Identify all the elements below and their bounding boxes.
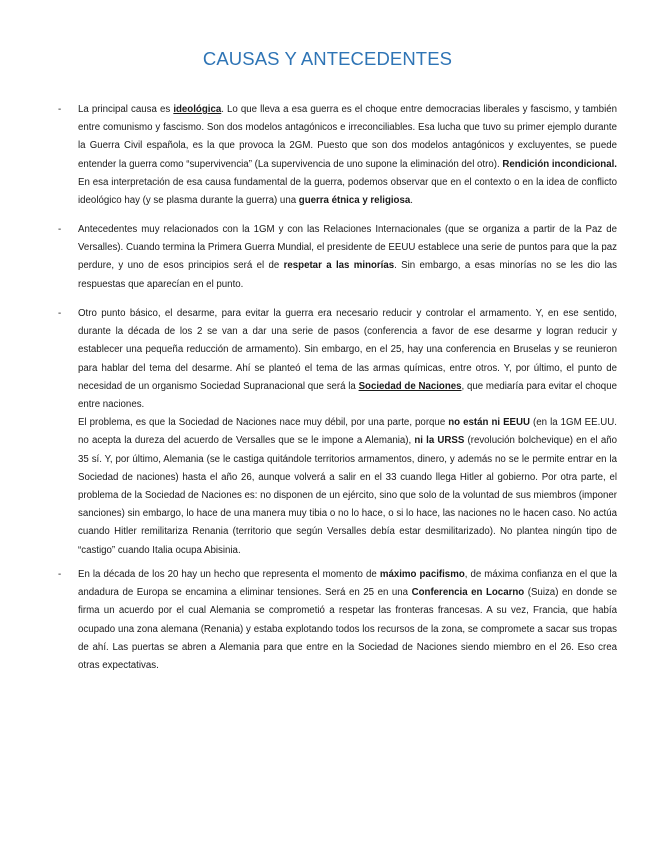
text-run: (en la 1GM EE.UU. no acepta la dureza del acuerdo de Versalles que se le impone a Alemania), <box>78 417 617 447</box>
text-run: Otro punto básico, el desarme, para evitar la guerra era necesario reducir y controlar el armamento. Y, en ese sentido, durante la década de los 2 se van a dar una serie de pasos (conferencia a favor de ese desarme y logran reducir y establecer una pequeña reducción de armamento). Sin embargo, en el 25, hay una conferencia en Bruselas y se reunieron para hablar del tema del desarme. Ahí se planteó el tema de las armas químicas, entre otros. Y, por último, el punto de necesidad de un organismo Sociedad Supranacional que será la <box>78 308 617 392</box>
bullet-item-1gm-antecedents <box>78 221 617 294</box>
text-run: La principal causa es <box>78 104 174 115</box>
text-run: En la década de los 20 hay un hecho que representa el momento de <box>78 569 380 580</box>
text-run: (Suiza) en donde se firma un acuerdo por el cual Alemania se comprometió a respetar las fronteras francesas. A su vez, Francia, que había ocupado una zona alemana (Renania) y estaba explotando todos los recursos de la zona, se compromete a sacar sus tropas de ahí. Las puertas se abren a Alemania para que entre en la Sociedad de Naciones siendo miembro en el 26. Eso crea otras expectativas. <box>78 587 617 672</box>
paragraph <box>78 566 617 675</box>
bullet-item-ideological-cause <box>78 101 617 210</box>
bold-text: respetar a las minorías <box>283 260 395 272</box>
text-run: . Lo que lleva a esa guerra es el choque entre democracias liberales y fascismo, y también entre comunismo y fascismo. Son dos modelos antagónicos e irreconciliables. Esa lucha que tuvo su primer ejemplo durante la Guerra Civil española, es la que provoca la 2GM. Puesto que son dos modelos antagónicos y excluyentes, se puede entender la guerra como “supervivencia” (La supervivencia de uno supone la eliminación del otro). <box>78 104 617 170</box>
text-run: (revolución bolchevique) en el año 35 sí. Y, por último, Alemania (se le castiga quitándole territorios armamentos, dinero, y además no se le permite entrar en la Sociedad de naciones) hasta el año 26, aunque volverá a salir en el 33 cuando llega Hitler al gobierno. Por otra parte, el problema de la Sociedad de Naciones es: no disponen de un ejército, sino que solo de la voluntad de sus miembros (imponer sanciones) sin embargo, lo hace de una manera muy tibia o no lo hace, o si lo hace, las naciones no le hacen caso. No actúa cuando Hitler remilitariza Renania (territorio que según Versalles debía estar desmilitarizado). No plantea ningún tipo de “castigo” cuando Italia ocupa Abisinia. <box>78 435 617 556</box>
bold-text: máximo pacifismo <box>379 569 465 580</box>
bullet-item-locarno <box>78 566 617 675</box>
bold-text: Sociedad de Naciones <box>358 380 462 392</box>
bold-text: Conferencia en Locarno <box>411 587 525 599</box>
bold-text: no están ni EEUU <box>448 417 531 429</box>
paragraph <box>78 305 617 414</box>
bold-text: ni la URSS <box>414 435 465 447</box>
bold-text: ideológica <box>173 104 222 115</box>
text-run: . <box>410 195 413 207</box>
paragraph <box>78 101 617 210</box>
bold-text: Rendición incondicional. <box>502 158 617 170</box>
text-run: Antecedentes muy relacionados con la 1GM y con las Relaciones Internacionales (que se organiza a partir de la Paz de Versalles). Cuando termina la Primera Guerra Mundial, el presidente de EEUU establece una serie de puntos para que la paz perdure, y uno de esos principios será el de <box>78 224 617 272</box>
text-run: En esa interpretación de esa causa fundamental de la guerra, podemos observar que en el contexto o en la idea de conflicto ideológico hay (y se plasma durante la guerra) una <box>78 176 617 207</box>
text-run: , de máxima confianza en el que la andadura de Europa se encamina a eliminar tensiones. Será en 25 en una <box>78 569 617 599</box>
bullet-dash: - <box>58 224 62 235</box>
bullet-item-disarmament-league <box>78 305 617 560</box>
paragraph <box>78 221 617 294</box>
page-title: CAUSAS Y ANTECEDENTES <box>202 48 453 69</box>
bullet-dash: - <box>58 104 62 115</box>
bullet-dash: - <box>58 569 62 580</box>
text-run: , que mediaría para evitar el choque entre naciones. <box>78 380 617 411</box>
text-run: . Sin embargo, a esas minorías no se les dio las respuestas que aparecían en el punto. <box>78 260 618 290</box>
text-run: El problema, es que la Sociedad de Naciones nace muy débil, por una parte, porque <box>78 417 449 429</box>
bullet-dash: - <box>58 308 62 319</box>
bold-text: guerra étnica y religiosa <box>298 195 411 207</box>
paragraph <box>78 414 617 560</box>
